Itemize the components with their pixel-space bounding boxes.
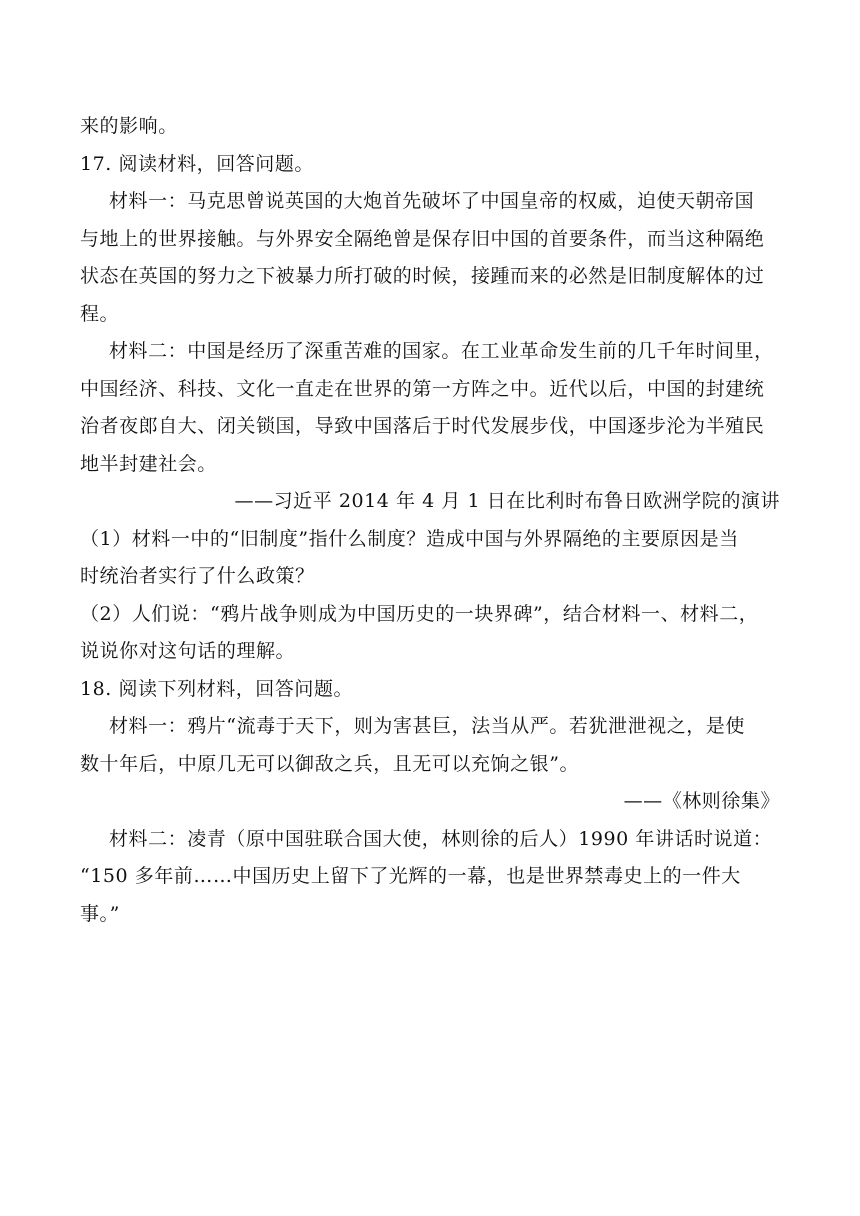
material-2-paragraph-line: 材料二：中国是经历了深重苦难的国家。在工业革命发生前的几千年时间里， — [109, 340, 774, 362]
material-1-paragraph-line: 材料一：马克思曾说英国的大炮首先破坏了中国皇帝的权威，迫使天朝帝国 — [109, 190, 755, 212]
sub-question-2: 说说你对这句话的理解。 — [80, 640, 296, 662]
material-2-paragraph-line: 材料二：凌青（原中国驻联合国大使，林则徐的后人）1990 年讲话时说道： — [109, 827, 773, 850]
material-1-paragraph-line: 数十年后，中原几无可以御敌之兵，且无可以充饷之银”。 — [80, 752, 580, 775]
question-18-heading: 18. 阅读下列材料，回答问题。 — [80, 677, 354, 700]
sub-question-2: （2）人们说：“鸦片战争则成为中国历史的一块界碑”，结合材料一、材料二， — [80, 602, 759, 625]
material-1-paragraph-line: 状态在英国的努力之下被暴力所打破的时候，接踵而来的必然是旧制度解体的过 — [80, 265, 765, 287]
citation: ——习近平 2014 年 4 月 1 日在比利时布鲁日欧洲学院的演讲 — [234, 490, 780, 512]
question-17-heading: 17. 阅读材料，回答问题。 — [80, 152, 314, 175]
sub-question-1: 时统治者实行了什么政策？ — [80, 565, 315, 587]
material-2-paragraph-line: 治者夜郎自大、闭关锁国，导致中国落后于时代发展步伐，中国逐步沦为半殖民 — [80, 415, 765, 437]
material-2-paragraph-line: 地半封建社会。 — [80, 452, 217, 475]
material-2-paragraph-line: 中国经济、科技、文化一直走在世界的第一方阵之中。近代以后，中国的封建统 — [80, 377, 765, 400]
sub-question-1: （1）材料一中的“旧制度”指什么制度？造成中国与外界隔绝的主要原因是当 — [80, 527, 739, 550]
material-1-paragraph-line: 与地上的世界接触。与外界安全隔绝曾是保存旧中国的首要条件，而当这种隔绝 — [80, 227, 765, 250]
material-1-paragraph-line: 程。 — [80, 302, 120, 325]
material-2-paragraph-line: 事。” — [80, 902, 120, 925]
material-1-paragraph-line: 材料一：鸦片“流毒于天下，则为害甚巨，法当从严。若犹泄泄视之，是使 — [109, 715, 745, 737]
document-body — [80, 108, 780, 933]
text-line: 来的影响。 — [80, 115, 178, 137]
material-2-paragraph-line: “150 多年前……中国历史上留下了光辉的一幕，也是世界禁毒史上的一件大 — [80, 865, 741, 887]
citation: ——《林则徐集》 — [623, 790, 780, 812]
